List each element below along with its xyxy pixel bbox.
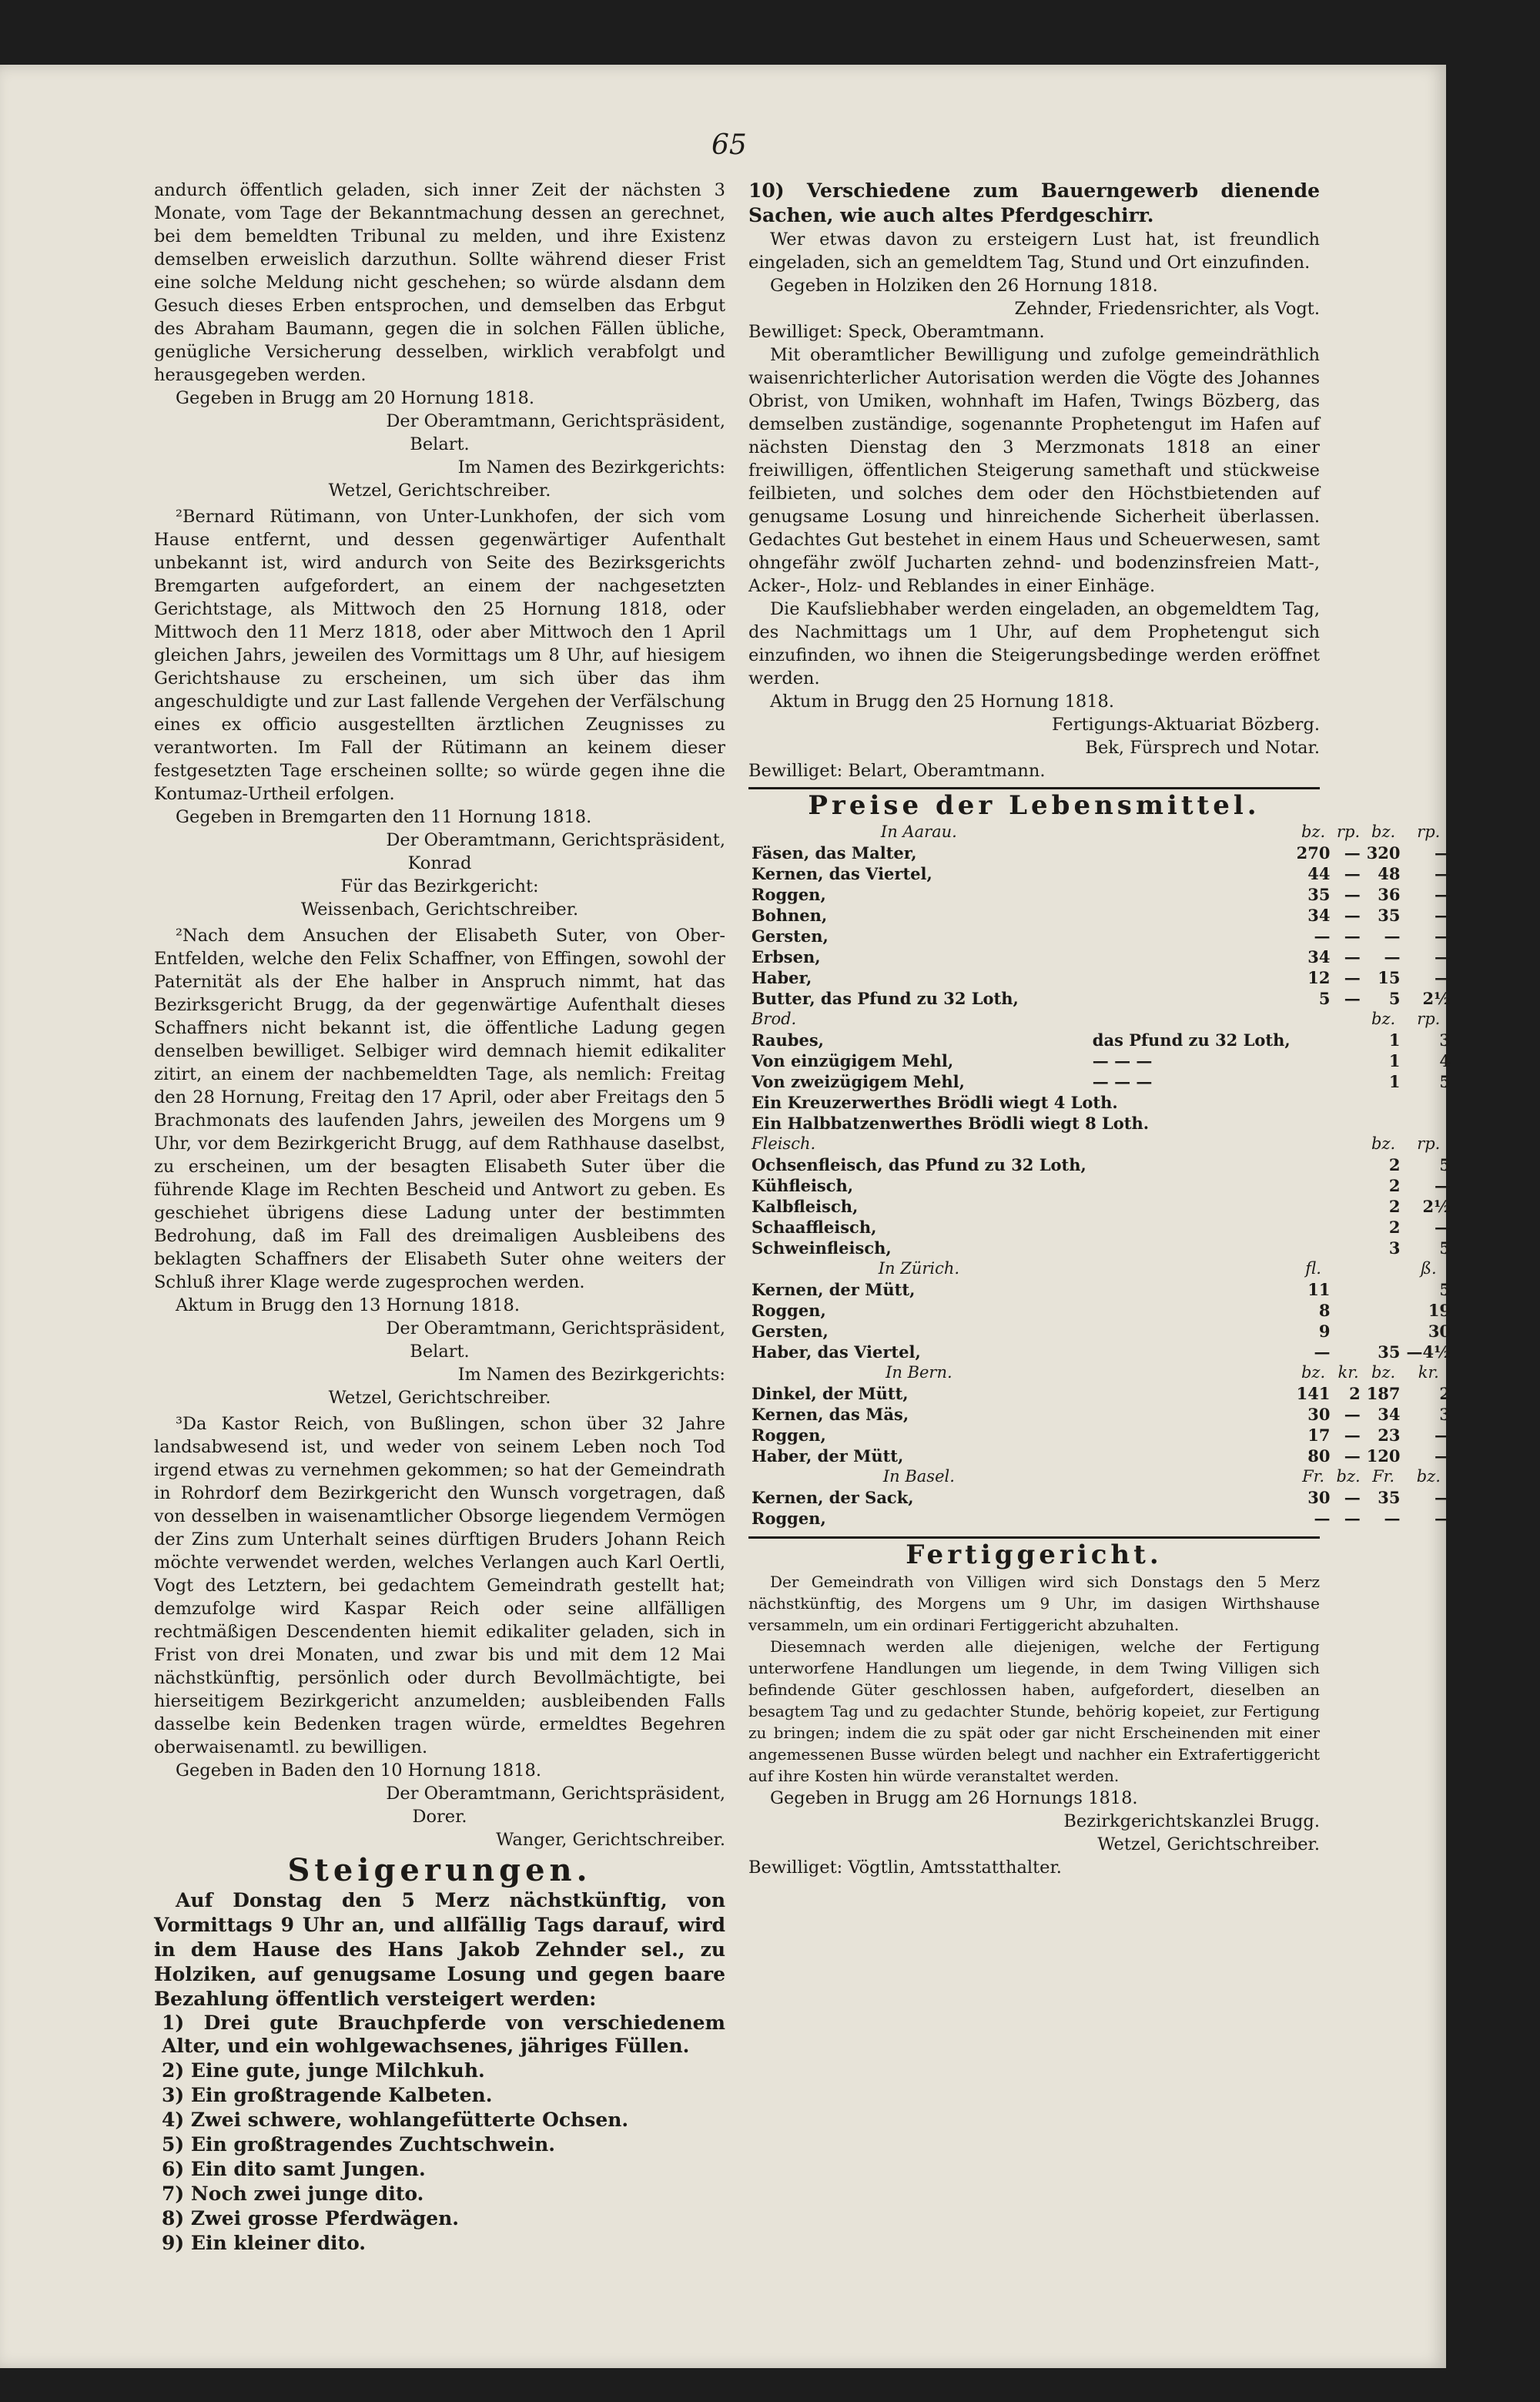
price-cell: 2	[1439, 1384, 1451, 1403]
price-cell: 2	[1388, 1155, 1401, 1174]
price-cell: —	[1435, 1509, 1451, 1528]
table-row	[748, 843, 1454, 863]
price-cell: —	[1344, 864, 1361, 883]
price-table: In Aarau. bz. rp. bz. rp. Fäsen, das Malter, 270 — 320 — Kernen, das Viertel, 44 — 48 — Roggen, 35 — 36 — Bohnen, 34 — 35 — Gersten, — — — — Erbsen, 34 — — — Haber, 12 — 15 — Butter, das Pfund zu 32 Loth, 5 — 5 2½ Brod. bz. rp. Raubes, das Pfund zu 32 Loth, 1 3 Von einzügigem Mehl, — — — 1 4 Von zweizügigem Mehl, — — — 1 5 Ein Kreuzerwerthes Brödli wiegt 4 Loth. Ein Halbbatzenwerthes Brödli wiegt 8 Loth. Fleisch. bz. rp. Ochsenfleisch, das Pfund zu 32 Loth, 2 5 Kühfleisch, 2 — Kalbfleisch, 2 2½ Schaaffleisch, 2 — Schweinfleisch, 3 5 In Zürich. fl. ß. Kernen, der Mütt, 11 5 Roggen, 8 19 Gersten, 9 30 Haber, das Viertel, — 35 —4½ In Bern. bz. kr. bz. kr. Dinkel, der Mütt, 141 2 187 2 Kernen, das Mäs, 30 — 34 3 Roggen, 17 — 23 — Haber, der Mütt, 80 — 120 — In Basel. Fr. bz. Fr. bz. Kernen, der Sack, 30 — 35 — Roggen, — — — —	[748, 822, 1454, 1529]
price-cell	[1334, 1279, 1364, 1300]
price-cell: 5	[1439, 1155, 1451, 1174]
divider	[748, 787, 1320, 789]
price-cell: 4	[1439, 1051, 1451, 1070]
row-label: Raubes,	[752, 1030, 824, 1050]
price-cell: —	[1344, 947, 1361, 966]
table-row	[748, 905, 1454, 926]
notice-date: Aktum in Brugg den 25 Hornung 1818.	[770, 692, 1114, 712]
row-label: Kühfleisch,	[752, 1176, 854, 1195]
row-label: Roggen,	[752, 1425, 826, 1445]
city-label: In Zürich.	[878, 1259, 960, 1278]
auction-intro: Auf Donstag den 5 Merz nächstkünftig, von Vormittags 9 Uhr an, und allfällig Tags darauf, wird in dem Hause des Hans Jakob Zehnder sel., zu Holziken, auf genugsame Losung und gegen baare Bezahlung öffentlich versteigert werden:	[154, 1889, 725, 2010]
price-cell: —	[1435, 864, 1451, 883]
table-row	[748, 1342, 1454, 1362]
auction-invitation: Wer etwas davon zu ersteigern Lust hat, ist freundlich eingeladen, sich an gemeldtem Tag, Stund und Ort einzufinden.	[748, 229, 1320, 273]
price-cell: 141	[1296, 1384, 1331, 1403]
notice-approval: Bewilliget: Belart, Oberamtmann.	[748, 761, 1046, 781]
list-item: 9) Ein kleiner dito.	[162, 2232, 367, 2254]
table-row	[748, 1050, 1454, 1071]
price-cell: 23	[1378, 1425, 1401, 1445]
price-cell: 36	[1378, 885, 1401, 904]
table-row	[748, 1175, 1454, 1196]
price-cell: —	[1344, 1425, 1361, 1445]
price-cell: —	[1314, 1509, 1331, 1528]
table-row	[748, 1279, 1454, 1300]
notice-signature: Für das Bezirkgericht:	[340, 876, 539, 896]
price-cell: —	[1435, 906, 1451, 925]
notice-signature: Bek, Fürsprech und Notar.	[1085, 738, 1320, 758]
notice-signature: Weissenbach, Gerichtschreiber.	[300, 899, 579, 920]
price-cell: 19	[1428, 1301, 1451, 1320]
price-cell: 3	[1439, 1405, 1451, 1424]
price-cell: 35	[1378, 906, 1401, 925]
section-heading-fertiggericht: Fertiggericht.	[906, 1539, 1163, 1570]
notice-date: Gegeben in Brugg am 26 Hornungs 1818.	[770, 1788, 1138, 1808]
price-cell: 44	[1307, 864, 1331, 883]
notice-signature: Bezirkgerichtskanzlei Brugg.	[1063, 1811, 1320, 1831]
price-cell: —	[1344, 906, 1361, 925]
bread-weight-note: Ein Halbbatzenwerthes Brödli wiegt 8 Loth.	[752, 1114, 1150, 1133]
row-label: Schaaffleisch,	[752, 1218, 877, 1237]
price-cell: —	[1435, 1446, 1451, 1466]
price-cell: —	[1344, 1509, 1361, 1528]
row-label: Erbsen,	[752, 947, 821, 966]
notice-signature: Wetzel, Gerichtschreiber.	[1097, 1834, 1320, 1854]
price-cell: 2	[1388, 1218, 1401, 1237]
price-cell: 15	[1378, 968, 1401, 987]
price-cell: 2	[1388, 1176, 1401, 1195]
table-row	[748, 1487, 1454, 1508]
price-cell: 320	[1366, 843, 1401, 863]
notice-signature: Im Namen des Bezirkgerichts:	[457, 1365, 725, 1385]
notice-signature: Belart.	[410, 1342, 470, 1362]
row-label: Kalbfleisch,	[752, 1197, 859, 1216]
notice-ruetimann-text: ²Bernard Rütimann, von Unter-Lunkhofen, der sich vom Hause entfernt, und dessen gegenwärtiger Aufenthalt unbekannt ist, wird andurch von Seite des Bezirksgerichts Bremgarten aufgefordert, an einem der nachgesetzten Gerichtstage, als Mittwoch den 25 Hornung 1818, oder Mittwoch den 11 Merz 1818, oder aber Mittwoch den 1 April gleichen Jahrs, jeweilen des Vormittags um 8 Uhr, auf hiesigem Gerichtshause zu erscheinen, um sich über das ihm angeschuldigte und zur Last fallende Vergehen der Verfälschung eines ex officio ausgestellten ärztlichen Zeugnisses zu verantworten. Im Fall der Rütimann an keinem dieser festgesetzten Tage erscheinen sollte; so würde gegen ihne die Kontumaz-Urtheil erfolgen.	[154, 507, 725, 804]
notice-date: Gegeben in Brugg am 20 Hornung 1818.	[176, 388, 534, 408]
notice-villigen-text: Diesemnach werden alle diejenigen, welche der Fertigung unterworfene Handlungen um liegende, in dem Twing Villigen sich befindende Güter geschlossen haben, aufgefordert, dieselben an besagtem Tag und zu gedachter Stunde, behörig kopeiet, zur Fertigung zu bringen; indem die zu spät oder gar nicht Erscheinenden mit einer angemessenen Busse würden belegt und nachher ein Extrafertiggericht auf ihre Kosten hin würde veranstaltet werden.	[748, 1637, 1320, 1785]
price-cell: —	[1384, 1509, 1401, 1528]
list-item: 2) Eine gute, junge Milchkuh.	[162, 2059, 485, 2082]
table-row	[748, 946, 1454, 967]
notice-signature: Wanger, Gerichtschreiber.	[496, 1830, 725, 1850]
price-cell: 1	[1388, 1072, 1401, 1091]
row-label: Gersten,	[752, 1322, 829, 1341]
table-row	[748, 967, 1454, 988]
group-label: Brod.	[752, 1010, 797, 1028]
list-item: 3) Ein großtragende Kalbeten.	[162, 2084, 493, 2106]
row-label: Gersten,	[752, 926, 829, 946]
notice-reich-text: ³Da Kastor Reich, von Bußlingen, schon über 32 Jahre landsabwesend ist, und weder von seinem Leben noch Tod irgend etwas zu vernehmen gekommen; so hat der Gemeindrath in Rohrdorf dem Bezirkgericht den Wunsch vorgetragen, daß von desselben in waisenamtlicher Obsorge liegendem Vermögen der Zins zum Unterhalt seines dürftigen Bruders Johann Reich möchte verwendet werden, welches Verlangen auch Karl Oertli, Vogt des Letztern, bei gedachtem Gemeindrath gestellt hat; demzufolge wird Kaspar Reich oder seine allfälligen rechtmäßigen Descendenten hiemit edikaliter geladen, sich in Frist von drei Monaten, und zwar bis und mit dem 12 Mai nächstkünftig, persönlich oder durch Bevollmächtigte, bei hierseitigem Bezirkgericht anzumelden; ausbleibenden Falls dasselbe kein Bedenken tragen würde, ermeldtes Begehren oberwaisenamtl. zu bewilligen.	[154, 1414, 725, 1757]
auction-item-list	[154, 2012, 725, 2255]
row-label: Kernen, der Mütt,	[752, 1280, 916, 1299]
table-row	[748, 1238, 1454, 1258]
notice-date: Gegeben in Bremgarten den 11 Hornung 1818.	[176, 807, 592, 827]
price-cell: —	[1435, 947, 1451, 966]
notice-villigen-text: Der Gemeindrath von Villigen wird sich Donstags den 5 Merz nächstkünftig, des Morgens um 9 Uhr, im dasigen Wirthshause versammeln, um ein ordinari Fertiggericht abzuhalten.	[748, 1573, 1320, 1634]
price-cell: 35	[1307, 885, 1331, 904]
price-cell: 48	[1378, 864, 1401, 883]
price-cell: 30	[1307, 1405, 1331, 1424]
price-cell: 34	[1307, 906, 1331, 925]
divider	[748, 1536, 1320, 1539]
price-cell	[1364, 1300, 1404, 1321]
table-row	[748, 1071, 1454, 1092]
city-label: In Aarau.	[880, 822, 957, 841]
list-item: 7) Noch zwei junge dito.	[162, 2183, 424, 2205]
notice-obrist-text: Mit oberamtlicher Bewilligung und zufolge gemeindräthlich waisenrichterlicher Autorisation werden die Vögte des Johannes Obrist, von Umiken, wohnhaft im Hafen, Twings Bözberg, das demselben zuständige, sogenannte Prophetengut im Hafen auf nächsten Dienstag den 3 Merzmonats 1818 an einer freiwilligen, öffentlichen Steigerung samethaft und stückweise feilbieten, und solches dem oder den Höchstbietenden auf genugsame Losung und hinreichende Sicherheit überlassen. Gedachtes Gut bestehet in einem Haus und Scheuerwesen, samt ohngefähr zwölf Jucharten zehnd- und bodenzinsfreien Matt-, Acker-, Holz- und Reblandes in einer Einhäge.	[748, 345, 1320, 596]
row-label: Kernen, das Viertel,	[752, 864, 932, 883]
row-label: Haber, das Viertel,	[752, 1342, 921, 1362]
price-cell: —	[1344, 843, 1361, 863]
price-cell: —	[1435, 1176, 1451, 1195]
price-cell: 5	[1439, 1238, 1451, 1258]
price-cell: —	[1344, 1488, 1361, 1507]
price-cell: 34	[1307, 947, 1331, 966]
table-row	[748, 884, 1454, 905]
price-cell: — — —	[1092, 1072, 1153, 1091]
list-item: 4) Zwei schwere, wohlangefütterte Ochsen.	[162, 2109, 629, 2131]
price-cell	[1364, 1321, 1404, 1342]
price-cell: 1	[1388, 1030, 1401, 1050]
city-label: In Basel.	[882, 1467, 955, 1486]
price-cell: 35	[1378, 1342, 1401, 1362]
price-cell: 5	[1439, 1280, 1451, 1299]
price-cell: —	[1435, 968, 1451, 987]
notice-date: Aktum in Brugg den 13 Hornung 1818.	[176, 1295, 520, 1315]
price-cell: 30	[1428, 1322, 1451, 1341]
price-cell: —	[1314, 1342, 1331, 1362]
table-row	[748, 863, 1454, 884]
row-label: Von einzügigem Mehl,	[752, 1051, 954, 1070]
price-cell: —	[1344, 989, 1361, 1008]
price-cell: 270	[1296, 843, 1331, 863]
bread-weight-note: Ein Kreuzerwerthes Brödli wiegt 4 Loth.	[752, 1093, 1118, 1112]
price-cell: —	[1314, 926, 1331, 946]
section-heading-preise: Preise der Lebensmittel.	[808, 790, 1260, 821]
price-cell	[1334, 1321, 1364, 1342]
price-cell: —	[1435, 1425, 1451, 1445]
city-label: In Bern.	[886, 1363, 952, 1382]
notice-date: Gegeben in Holziken den 26 Hornung 1818.	[770, 276, 1158, 296]
table-row	[748, 926, 1454, 946]
price-cell	[1364, 1279, 1404, 1300]
row-label: Roggen,	[752, 1301, 826, 1320]
price-cell: —	[1384, 947, 1401, 966]
price-cell: 12	[1307, 968, 1331, 987]
row-label: Butter, das Pfund zu 32 Loth,	[752, 989, 1019, 1008]
table-row	[748, 1425, 1454, 1446]
row-label: Bohnen,	[752, 906, 828, 925]
row-label: Ochsenfleisch, das Pfund zu 32 Loth,	[752, 1155, 1086, 1174]
notice-baumann-text: andurch öffentlich geladen, sich inner Zeit der nächsten 3 Monate, vom Tage der Bekanntmachung dessen an gerechnet, bei dem bemeldten Tribunal zu melden, und ihre Existenz demselben erweislich darzuthun. Sollte während dieser Frist eine solche Meldung nicht geschehen; so würde alsdann dem Gesuch dieses Erben entsprochen, und demselben das Erbgut des Abraham Baumann, gegen die in solchen Fällen übliche, genügliche Versicherung desselben, wirklich verabfolgt und herausgegeben werden.	[154, 180, 725, 385]
table-row	[748, 1154, 1454, 1175]
price-cell: —	[1435, 926, 1451, 946]
price-cell: 35	[1378, 1488, 1401, 1507]
price-cell: 5	[1318, 989, 1331, 1008]
row-label: Kernen, der Sack,	[752, 1488, 914, 1507]
price-cell: 2	[1388, 1197, 1401, 1216]
row-label: Von zweizügigem Mehl,	[752, 1072, 965, 1091]
price-cell: 2½	[1422, 1197, 1451, 1216]
price-cell: 11	[1307, 1280, 1331, 1299]
row-label: Dinkel, der Mütt,	[752, 1384, 909, 1403]
notice-signature: Der Oberamtmann, Gerichtspräsident,	[386, 1318, 725, 1338]
price-cell: 5	[1439, 1072, 1451, 1091]
price-cell: —	[1435, 1218, 1451, 1237]
price-cell: 3	[1439, 1030, 1451, 1050]
notice-signature: Im Namen des Bezirkgerichts:	[457, 457, 725, 477]
price-cell: 8	[1318, 1301, 1331, 1320]
notice-signature: Belart.	[410, 434, 470, 454]
row-label: Roggen,	[752, 885, 826, 904]
notice-obrist-text: Die Kaufsliebhaber werden eingeladen, an obgemeldtem Tag, des Nachmittags um 1 Uhr, auf dem Prophetengut sich einzufinden, wo ihnen die Steigerungsbedinge werden eröffnet werden.	[748, 599, 1320, 688]
list-item: 8) Zwei grosse Pferdwägen.	[162, 2207, 459, 2229]
price-cell: —	[1344, 885, 1361, 904]
price-cell: das Pfund zu 32 Loth,	[1092, 1030, 1291, 1050]
list-item: 6) Ein dito samt Jungen.	[162, 2158, 426, 2180]
table-row	[748, 1446, 1454, 1466]
page-number: 65	[711, 129, 747, 161]
notice-date: Gegeben in Baden den 10 Hornung 1818.	[176, 1760, 542, 1781]
price-cell: —	[1435, 843, 1451, 863]
row-label: Roggen,	[752, 1509, 826, 1528]
table-row	[748, 988, 1454, 1009]
price-cell	[1334, 1300, 1364, 1321]
price-cell: 2	[1349, 1384, 1361, 1403]
list-item: 1) Drei gute Brauchpferde von verschiedenem Alter, und ein wohlgewachsenes, jähriges Füllen.	[162, 2012, 725, 2057]
price-cell: 9	[1318, 1322, 1331, 1341]
price-cell: —	[1344, 1446, 1361, 1466]
notice-signature: Wetzel, Gerichtschreiber.	[328, 481, 551, 501]
price-cell	[1334, 1342, 1364, 1362]
group-label: Fleisch.	[752, 1134, 816, 1153]
price-cell: —	[1435, 885, 1451, 904]
notice-signature: Konrad	[407, 853, 472, 873]
row-label: Fäsen, das Malter,	[752, 843, 917, 863]
notice-signature: Der Oberamtmann, Gerichtspräsident,	[386, 411, 725, 431]
notice-signature: Der Oberamtmann, Gerichtspräsident,	[386, 830, 725, 850]
right-column	[748, 179, 1451, 1879]
price-cell: 1	[1388, 1051, 1401, 1070]
row-label: Schweinfleisch,	[752, 1238, 892, 1258]
row-label: Haber,	[752, 968, 812, 987]
table-row	[748, 1196, 1454, 1217]
table-row	[748, 1321, 1454, 1342]
list-item: 10) Verschiedene zum Bauerngewerb dienende Sachen, wie auch altes Pferdgeschirr.	[748, 179, 1320, 226]
notice-signature: Fertigungs-Aktuariat Bözberg.	[1052, 715, 1320, 735]
price-cell: 34	[1378, 1405, 1401, 1424]
notice-approval: Bewilliget: Speck, Oberamtmann.	[748, 322, 1045, 342]
table-row	[748, 1383, 1454, 1404]
table-row	[748, 1030, 1454, 1050]
price-cell: 2½	[1422, 989, 1451, 1008]
row-label: Haber, der Mütt,	[752, 1446, 904, 1466]
notice-signature: Wetzel, Gerichtschreiber.	[328, 1388, 551, 1408]
notice-signature: Dorer.	[412, 1807, 467, 1827]
table-row	[748, 1508, 1454, 1529]
table-row	[748, 1404, 1454, 1425]
price-cell: 17	[1307, 1425, 1331, 1445]
price-cell: 30	[1307, 1488, 1331, 1507]
price-cell: —	[1344, 968, 1361, 987]
price-cell: 120	[1366, 1446, 1401, 1466]
price-cell: 5	[1388, 989, 1401, 1008]
row-label: Kernen, das Mäs,	[752, 1405, 909, 1424]
table-row	[748, 1217, 1454, 1238]
price-cell: 3	[1388, 1238, 1401, 1258]
notice-suter-text: ²Nach dem Ansuchen der Elisabeth Suter, von Ober-Entfelden, welche den Felix Schaffner, von Effingen, sowohl der Paternität als der Ehe halber in Anspruch nimmt, hat das Bezirksgericht Brugg, da der gegenwärtige Aufenthalt dieses Schaffners nicht bekannt ist, die öffentliche Ladung gegen denselben bewilliget. Selbiger wird demnach hiemit edikaliter zitirt, an einem der nachbemeldten Tage, als nemlich: Freitag den 28 Hornung, Freitag den 17 April, oder aber Freitags den 5 Brachmonats des laufenden Jahrs, jeweilen des Morgens um 9 Uhr, vor dem Bezirkgericht Brugg, auf dem Rathhause daselbst, zu erscheinen, um der besagten Elisabeth Suter über die führende Klage im Rechten Bescheid und Antwort zu geben. Es geschiehet übrigens diese Ladung unter der bestimmten Bedrohung, daß im Fall des dreimaligen Ausbleibens des beklagten Schaffners der Elisabeth Suter ohne weiters der Schluß ihrer Klage werde zugesprochen werden.	[154, 926, 725, 1292]
price-cell: —	[1384, 926, 1401, 946]
price-cell: — — —	[1092, 1051, 1153, 1070]
left-column	[154, 179, 725, 2256]
notice-approval: Bewilliget: Vögtlin, Amtsstatthalter.	[748, 1858, 1062, 1878]
price-cell: 187	[1366, 1384, 1401, 1403]
notice-signature: Der Oberamtmann, Gerichtspräsident,	[386, 1784, 725, 1804]
price-cell: —4½	[1406, 1342, 1451, 1362]
price-cell: —	[1435, 1488, 1451, 1507]
price-cell: —	[1344, 1405, 1361, 1424]
table-row	[748, 1300, 1454, 1321]
list-item: 5) Ein großtragendes Zuchtschwein.	[162, 2133, 555, 2156]
notice-signature: Zehnder, Friedensrichter, als Vogt.	[1014, 299, 1320, 319]
section-heading-steigerungen: Steigerungen.	[287, 1852, 592, 1888]
price-cell: —	[1344, 926, 1361, 946]
price-cell: 80	[1307, 1446, 1331, 1466]
